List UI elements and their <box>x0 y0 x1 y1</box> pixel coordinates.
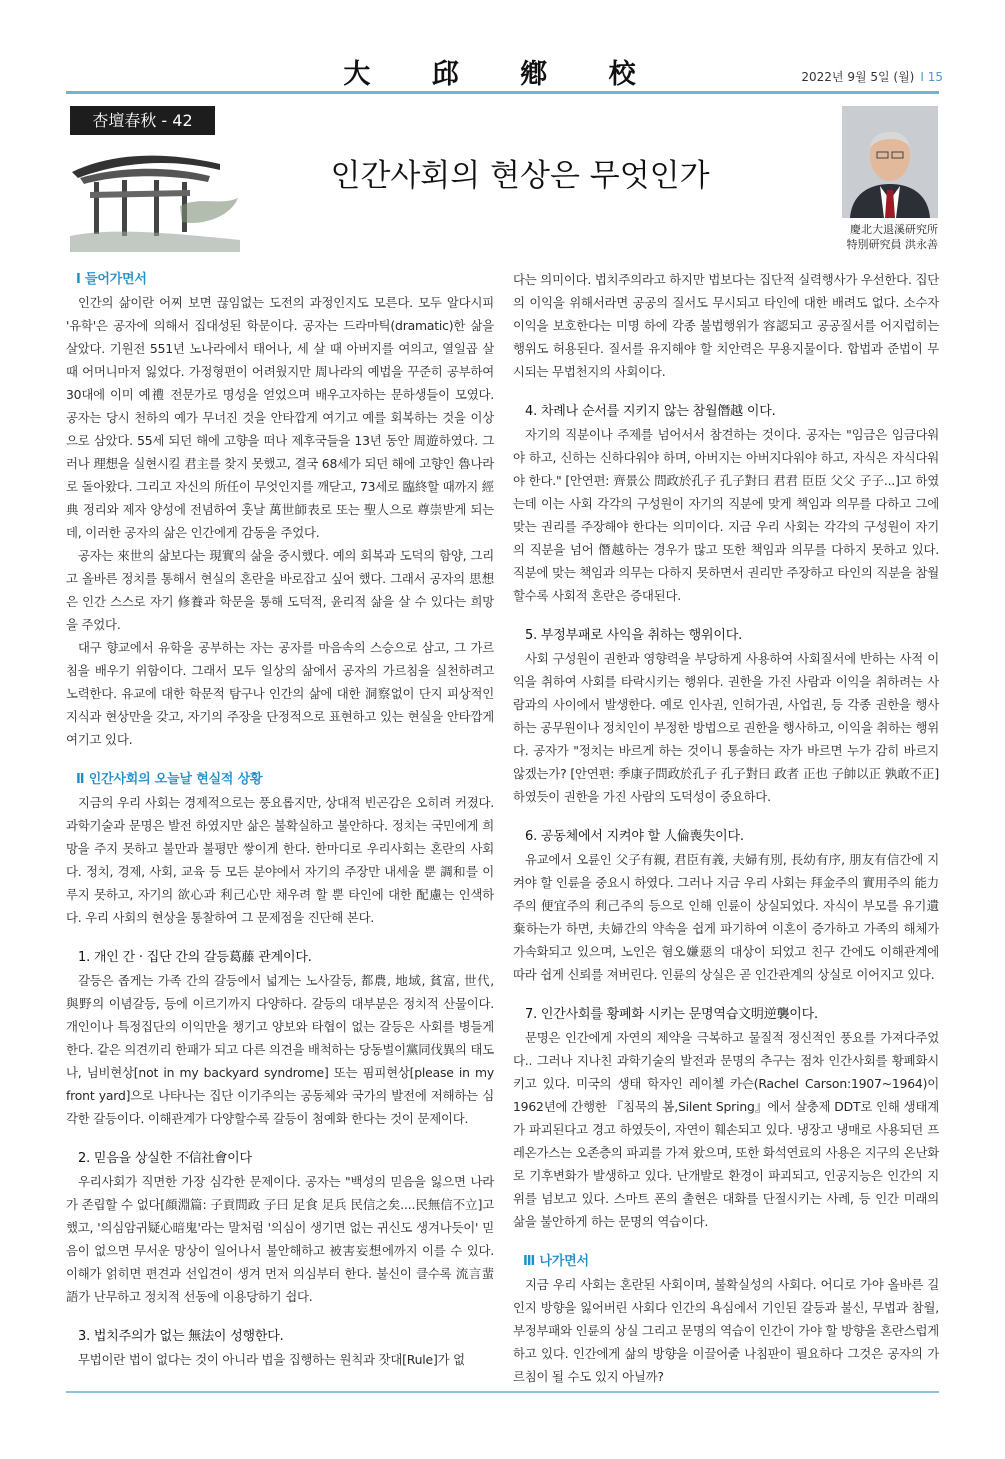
article-headline: 인간사회의 현상은 무엇인가 <box>330 158 710 194</box>
subheading-loss-of-ethics: 6. 공동체에서 지켜야 할 人倫喪失이다. <box>525 829 744 844</box>
series-badge: 杏壇春秋 - 42 <box>70 106 215 135</box>
paragraph: 우리사회가 직면한 가장 심각한 문제이다. 공자는 "백성의 믿음을 잃으면 나라가 존립할 수 없다[顔淵篇: 子貢問政 子曰 足食 足兵 民信之矣....民無信不立]고 했고, '의심암귀疑心暗鬼'라는 말처럼 '의심이 생기면 없는 귀신도 생겨나듯이' 믿음이 없으면 무서운 망상이 일어나서 불안해하고 被害妄想에까지 이를 수 있다. 이해가 얽히면 편견과 선입견이 생겨 먼저 의심부터 한다. 불신이 클수록 流言蜚語가 난무하고 정치적 선동에 이용당하기 쉽다. <box>66 1174 494 1304</box>
section-heading-conclusion: Ⅲ 나가면서 <box>523 1254 589 1269</box>
page-number-value: 15 <box>927 70 943 84</box>
pavilion-ink-illustration <box>70 136 240 252</box>
bottom-rule <box>66 1391 939 1393</box>
author-affiliation: 慶北大退溪研究所 <box>850 223 938 236</box>
author-photo <box>842 106 938 218</box>
masthead-title: 大 邱 鄕 校 <box>343 59 662 90</box>
paragraph: 지금 우리 사회는 혼란된 사회이며, 불확실성의 사회다. 어디로 가야 올바른 길인지 방향을 잃어버린 사회다 인간의 욕심에서 기인된 갈등과 불신, 무법과 참월, 부정부패와 인륜의 상실 그리고 문명의 역습이 인간이 가야 할 방향을 혼란스럽게 하고 있다. 인간에게 삶의 방향을 이끌어줄 나침판이 필요하다 그것은 공자의 가르침이 될 수도 있지 아닐까? <box>513 1277 939 1384</box>
paragraph-continued: 다는 의미이다. 법치주의라고 하지만 법보다는 집단적 실력행사가 우선한다. 집단의 이익을 위해서라면 공공의 질서도 무시되고 타인에 대한 배려도 없다. 소수자 이익을 보호한다는 미명 하에 각종 불법행위가 容認되고 공공질서를 어지럽히는 행위도 허용된다. 질서를 유지해야 할 치안력은 무용지물이다. 합법과 준법이 무시되는 무법천지의 사회이다. <box>513 272 939 379</box>
left-column <box>66 268 494 1371</box>
paragraph: 자기의 직분이나 주제를 넘어서서 참견하는 것이다. 공자는 "임금은 임금다워야 하고, 신하는 신하다워야 하며, 아버지는 아버지다워야 하고, 자식은 자식다워야 한다." [안연편: 齊景公 問政於孔子 孔子對曰 君君 臣臣 父父 子子...]고 하였는데 이는 사회 각각의 구성원이 자기의 직분에 맞게 책임과 의무를 다하고 그에 맞는 권리를 주장해야 한다는 의미이다. 지금 우리 사회는 각각의 구성원이 자기의 직분을 넘어 僭越하는 경우가 많고 또한 책임과 의무를 다하지 못하고 있다. 직분에 맞는 책임과 의무는 다하지 못하면서 권리만 주장하고 타인의 직분을 참월할수록 사회적 혼란은 증대된다. <box>513 427 939 603</box>
subheading-corruption: 5. 부정부패로 사익을 취하는 행위이다. <box>525 628 743 643</box>
publication-date <box>801 68 943 85</box>
paragraph: 공자는 來世의 삶보다는 現實의 삶을 중시했다. 예의 회복과 도덕의 함양, 그리고 올바른 정치를 통해서 현실의 혼란을 바로잡고 싶어 했다. 그래서 공자의 思想은 인간 스스로 자기 修養과 학문을 통해 도덕적, 윤리적 삶을 살 수 있다는 희망을 주었다. <box>66 548 494 632</box>
date-text: 2022년 9월 5일 (월) <box>801 70 915 84</box>
author-name: 特別研究員 洪永善 <box>846 238 938 251</box>
paragraph: 문명은 인간에게 자연의 제약을 극복하고 물질적 정신적인 풍요를 가져다주었다.. 그러나 지나친 과학기술의 발전과 문명의 추구는 점차 인간사회를 황폐화시키고 있다. 미국의 생태 학자인 레이첼 카슨(Rachel Carson:1907~1964)이 1962년에 간행한 『침묵의 봄,Silent Spring』에서 살충제 DDT로 인해 생태계가 파괴된다고 경고 하였듯이, 자연이 훼손되고 있다. 냉장고 냉매로 사용되던 프레온가스는 오존층의 파괴를 가져 왔으며, 또한 화석연료의 사용은 지구의 온난화로 기후변화가 발생하고 있다. 난개발로 환경이 파괴되고, 인공지능은 인간의 지위를 넘보고 있다. 스마트 폰의 출현은 대화를 단절시키는 사례, 등 인간 미래의 삶을 불안하게 하는 문명의 역습이다. <box>513 1030 939 1229</box>
section-heading-current-situation: Ⅱ 인간사회의 오늘날 현실적 상황 <box>76 772 263 787</box>
subheading-lawlessness: 3. 법치주의가 없는 無法이 성행한다. <box>78 1329 284 1344</box>
section-heading-intro: Ⅰ 들어가면서 <box>76 272 147 287</box>
paragraph: 사회 구성원이 권한과 영향력을 부당하게 사용하여 사회질서에 반하는 사적 이익을 취하여 사회를 타락시키는 행위다. 권한을 가진 사람과 이익을 취하려는 사람과의 사이에서 발생한다. 예로 인사권, 인허가권, 사업권, 등 각종 권한을 행사하는 공무원이나 정치인이 부정한 방법으로 권한을 행사하고, 이익을 취하는 행위다. 공자가 "정치는 바르게 하는 것이니 통솔하는 자가 바르면 누가 감히 바르지 않겠는가? [안연편: 季康子問政於孔子 孔子對曰 政者 正也 子帥以正 孰敢不正]하였듯이 권한을 가진 사람의 도덕성이 중요하다. <box>513 651 939 804</box>
paragraph: 지금의 우리 사회는 경제적으로는 풍요롭지만, 상대적 빈곤감은 오히려 커졌다. 과학기술과 문명은 발전 하였지만 삶은 불확실하고 불안하다. 정치는 국민에게 희망을 주지 못하고 불만과 불평만 쌓이게 한다. 한마디로 우리사회는 혼란의 사회다. 정치, 경제, 사회, 교육 등 모든 분야에서 자기의 주장만 내세울 뿐 調和를 이루지 못하고, 자기의 欲心과 利己心만 채우려 할 뿐 타인에 대한 配慮는 인색하다. 우리 사회의 현상을 통찰하여 그 문제점을 진단해 본다. <box>66 795 494 925</box>
author-credit <box>800 222 938 252</box>
paragraph: 인간의 삶이란 어찌 보면 끊임없는 도전의 과정인지도 모른다. 모두 알다시피 '유학'은 공자에 의해서 집대성된 학문이다. 공자는 드라마틱(dramatic)한 삶을 살았다. 기원전 551년 노나라에서 태어나, 세 살 때 아버지를 여의고, 열일곱 살 때 어머니마저 잃었다. 가정형편이 어려웠지만 周나라의 예법을 꾸준히 공부하여 30대에 이미 예禮 전문가로 명성을 얻었으며 배우고자하는 문하생들이 모였다. 공자는 당시 천하의 예가 무너진 것을 안타깝게 여기고 예를 회복하는 것을 이상으로 삼았다. 55세 되던 해에 고향을 떠나 제후국들을 13년 동안 周遊하였다. 그러나 理想을 실현시킬 君主를 찾지 못했고, 결국 68세가 되던 해에 고향인 魯나라로 돌아왔다. 그리고 자신의 所任이 무엇인지를 깨닫고, 73세로 臨終할 때까지 經典 정리와 제자 양성에 전념하여 훗날 萬世師表로 또는 聖人으로 尊崇받게 되는데, 이러한 공자의 삶은 인간에게 감동을 주었다. <box>66 295 494 540</box>
paragraph: 갈등은 좁게는 가족 간의 갈등에서 넓게는 노사갈등, 都農, 地域, 貧富, 世代, 與野의 이념갈등, 등에 이르기까지 다양하다. 갈등의 대부분은 정치적 산물이다. 개인이나 특정집단의 이익만을 챙기고 양보와 타협이 없는 갈등은 사회를 병들게 한다. 같은 의견끼리 한패가 되고 다른 의견을 배척하는 당동벌이黨同伐異의 태도나, 님비현상[not in my backyard syndrome] 또는 핌피현상[please in my front yard]으로 나타나는 집단 이기주의는 공동체와 국가의 발전에 저해하는 심각한 갈등이다. 이해관계가 다양할수록 갈등이 첨예화 한다는 것이 문제이다. <box>66 973 494 1126</box>
subheading-conflict: 1. 개인 간 · 집단 간의 갈등葛藤 관계이다. <box>78 950 312 965</box>
top-rule <box>66 91 939 94</box>
right-column <box>513 268 939 1388</box>
page-number: I 15 <box>920 70 943 84</box>
paragraph: 대구 향교에서 유학을 공부하는 자는 공자를 마음속의 스승으로 삼고, 그 가르침을 배우기 위함이다. 그래서 모두 일상의 삶에서 공자의 가르침을 실천하려고 노력한다. 유교에 대한 학문적 탐구나 인간의 삶에 대한 洞察없이 단지 피상적인 지식과 현상만을 갖고, 자기의 주장을 단정적으로 표현하고 있는 현실을 안타깝게 여기고 있다. <box>66 640 494 747</box>
paragraph: 무법이란 법이 없다는 것이 아니라 법을 집행하는 원칙과 잣대[Rule]가 없 <box>78 1352 465 1367</box>
paragraph: 유교에서 오륜인 父子有親, 君臣有義, 夫婦有別, 長幼有序, 朋友有信간에 지켜야 할 인륜을 중요시 하였다. 그러나 지금 우리 사회는 拜金주의 實用주의 能力주의 便宜주의 利己주의 등으로 인해 인륜이 상실되었다. 자식이 부모를 유기遺棄하는가 하면, 夫婦간의 약속을 쉽게 파기하여 이혼이 증가하고 가족의 해체가 가속화되고 있으며, 노인은 혐오嫌惡의 대상이 되었고 친구 간에도 이해관계에 따라 쉽게 신뢰를 져버린다. 인륜의 상실은 곧 인간관계의 상실로 이어지고 있다. <box>513 852 939 982</box>
subheading-overstepping: 4. 차례나 순서를 지키지 않는 참월僭越 이다. <box>525 404 776 419</box>
subheading-distrust: 2. 믿음을 상실한 不信社會이다 <box>78 1151 252 1166</box>
subheading-civilization-backlash: 7. 인간사회를 황폐화 시키는 문명역습文明逆襲이다. <box>525 1007 818 1022</box>
